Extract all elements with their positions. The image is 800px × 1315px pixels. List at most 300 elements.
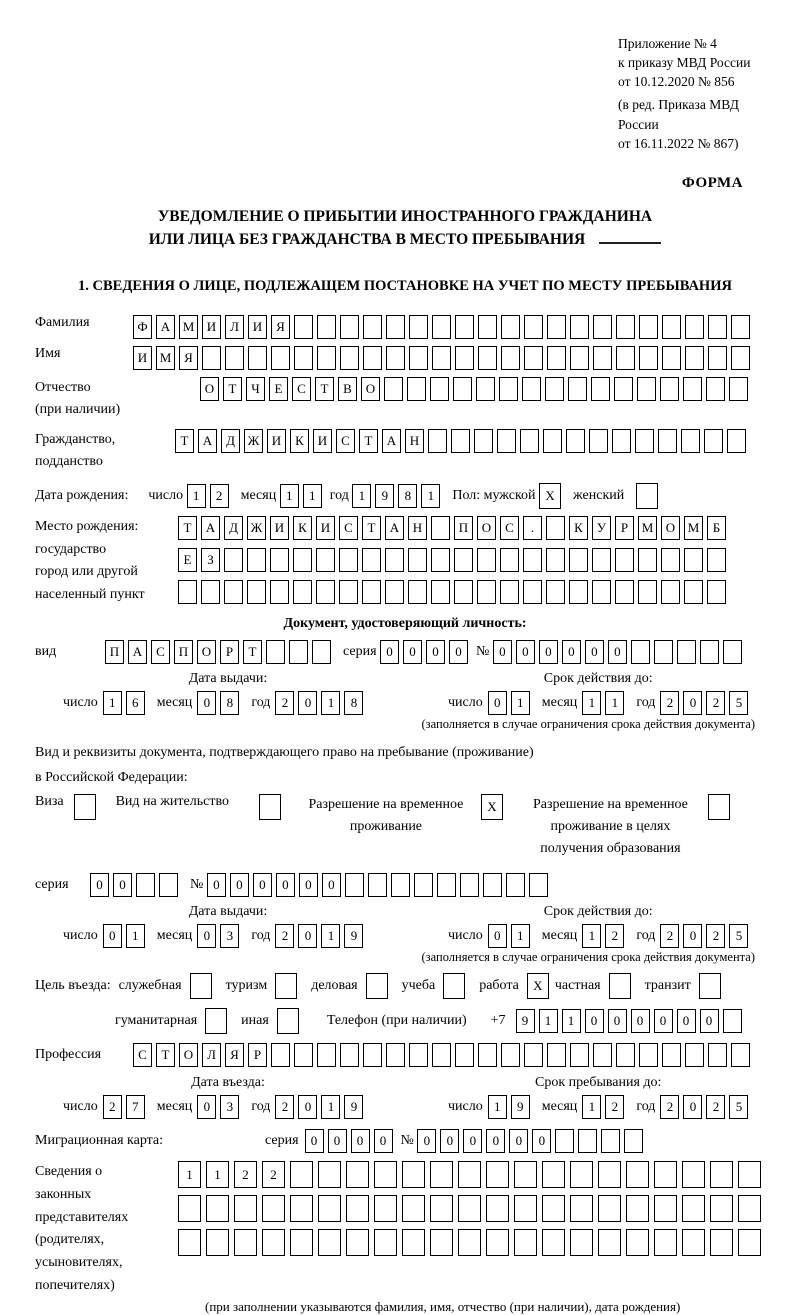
char-box[interactable] [431,516,450,540]
char-box[interactable] [570,1229,593,1256]
char-box[interactable] [362,548,381,572]
char-box[interactable] [477,548,496,572]
char-box[interactable] [639,315,658,339]
iddoc-type-boxes[interactable] [105,640,331,664]
char-box[interactable] [654,1229,677,1256]
char-box[interactable] [547,315,566,339]
char-box[interactable]: 0 [516,640,535,664]
char-box[interactable]: 0 [562,640,581,664]
citizenship-boxes[interactable] [175,429,746,453]
permit-seriya-boxes[interactable] [90,873,178,897]
char-box[interactable]: А [382,429,401,453]
char-box[interactable]: С [339,516,358,540]
char-box[interactable] [234,1195,257,1222]
char-box[interactable]: И [267,429,286,453]
char-box[interactable] [458,1195,481,1222]
char-box[interactable] [384,377,403,401]
char-box[interactable] [340,315,359,339]
char-box[interactable]: 2 [210,484,229,508]
char-box[interactable] [317,346,336,370]
char-box[interactable] [432,1043,451,1067]
char-box[interactable] [547,346,566,370]
char-box[interactable] [497,429,516,453]
char-box[interactable] [704,429,723,453]
char-box[interactable]: М [156,346,175,370]
char-box[interactable]: 3 [220,924,239,948]
char-box[interactable]: 0 [683,691,702,715]
char-box[interactable] [455,1043,474,1067]
char-box[interactable] [339,580,358,604]
char-box[interactable]: 0 [608,1009,627,1033]
char-box[interactable] [478,1043,497,1067]
purpose-business-checkbox[interactable] [366,973,388,999]
char-box[interactable]: 2 [262,1161,285,1188]
char-box[interactable] [708,346,727,370]
char-box[interactable] [708,1043,727,1067]
char-box[interactable] [543,429,562,453]
char-box[interactable] [682,1229,705,1256]
char-box[interactable] [294,346,313,370]
char-box[interactable]: 0 [417,1129,436,1153]
char-box[interactable]: 1 [582,691,601,715]
stay-day[interactable] [488,1095,530,1119]
char-box[interactable] [523,580,542,604]
char-box[interactable]: 0 [322,873,341,897]
char-box[interactable]: М [638,516,657,540]
birth-month-boxes[interactable] [280,484,322,508]
char-box[interactable] [685,1043,704,1067]
char-box[interactable]: 2 [605,1095,624,1119]
char-box[interactable]: Д [221,429,240,453]
char-box[interactable]: 8 [398,484,417,508]
char-box[interactable]: Б [707,516,726,540]
permit-expiry-day[interactable] [488,924,530,948]
char-box[interactable] [529,873,548,897]
birthplace-boxes-row1[interactable] [178,516,726,540]
char-box[interactable] [454,548,473,572]
char-box[interactable]: В [338,377,357,401]
char-box[interactable] [455,315,474,339]
char-box[interactable]: 2 [103,1095,122,1119]
char-box[interactable] [385,548,404,572]
char-box[interactable] [681,429,700,453]
char-box[interactable] [386,315,405,339]
char-box[interactable] [615,580,634,604]
char-box[interactable]: О [477,516,496,540]
purpose-official-checkbox[interactable] [190,973,212,999]
char-box[interactable] [247,580,266,604]
char-box[interactable]: 2 [275,924,294,948]
char-box[interactable] [206,1195,229,1222]
purpose-other-checkbox[interactable] [277,1008,299,1034]
char-box[interactable]: О [361,377,380,401]
migcard-number-boxes[interactable] [417,1129,643,1153]
char-box[interactable] [708,315,727,339]
char-box[interactable]: 0 [374,1129,393,1153]
representatives-boxes-row2[interactable] [178,1195,761,1222]
char-box[interactable]: 3 [220,1095,239,1119]
char-box[interactable] [259,794,281,820]
char-box[interactable] [408,548,427,572]
char-box[interactable] [366,973,388,999]
char-box[interactable] [430,1229,453,1256]
char-box[interactable]: 2 [706,1095,725,1119]
char-box[interactable] [318,1229,341,1256]
char-box[interactable] [626,1195,649,1222]
char-box[interactable] [368,873,387,897]
char-box[interactable]: 0 [493,640,512,664]
char-box[interactable] [514,1195,537,1222]
char-box[interactable]: 0 [298,691,317,715]
char-box[interactable] [522,377,541,401]
char-box[interactable]: К [569,516,588,540]
char-box[interactable]: 2 [234,1161,257,1188]
purpose-study-checkbox[interactable] [443,973,465,999]
char-box[interactable] [451,429,470,453]
char-box[interactable]: А [198,429,217,453]
char-box[interactable] [234,1229,257,1256]
char-box[interactable]: К [293,516,312,540]
char-box[interactable] [409,346,428,370]
char-box[interactable]: Т [156,1043,175,1067]
char-box[interactable]: 0 [305,1129,324,1153]
char-box[interactable] [458,1161,481,1188]
char-box[interactable] [638,548,657,572]
permit-number-boxes[interactable] [207,873,548,897]
char-box[interactable]: 7 [126,1095,145,1119]
char-box[interactable]: 0 [299,873,318,897]
char-box[interactable] [500,548,519,572]
char-box[interactable]: 1 [539,1009,558,1033]
char-box[interactable] [271,346,290,370]
char-box[interactable]: 0 [298,1095,317,1119]
char-box[interactable]: 1 [321,1095,340,1119]
char-box[interactable] [363,346,382,370]
char-box[interactable] [159,873,178,897]
char-box[interactable] [402,1229,425,1256]
char-box[interactable] [294,1043,313,1067]
char-box[interactable] [637,377,656,401]
char-box[interactable] [248,346,267,370]
char-box[interactable] [542,1195,565,1222]
char-box[interactable] [270,580,289,604]
char-box[interactable]: 0 [298,924,317,948]
char-box[interactable] [318,1161,341,1188]
permit-expiry-month[interactable] [582,924,624,948]
char-box[interactable]: 8 [344,691,363,715]
char-box[interactable] [598,1195,621,1222]
sex-female-checkbox[interactable] [636,483,658,509]
char-box[interactable]: Р [248,1043,267,1067]
char-box[interactable] [662,346,681,370]
char-box[interactable]: 1 [178,1161,201,1188]
char-box[interactable]: Ч [246,377,265,401]
char-box[interactable]: 1 [206,1161,229,1188]
permit-issue-year[interactable] [275,924,363,948]
char-box[interactable] [738,1161,761,1188]
char-box[interactable] [616,1043,635,1067]
char-box[interactable] [626,1161,649,1188]
char-box[interactable]: 0 [207,873,226,897]
char-box[interactable]: М [684,516,703,540]
char-box[interactable]: 2 [660,924,679,948]
char-box[interactable]: 5 [729,691,748,715]
char-box[interactable]: С [336,429,355,453]
char-box[interactable] [685,346,704,370]
char-box[interactable] [616,346,635,370]
char-box[interactable] [289,640,308,664]
char-box[interactable]: 0 [403,640,422,664]
char-box[interactable] [546,516,565,540]
char-box[interactable]: Т [359,429,378,453]
char-box[interactable]: Ж [244,429,263,453]
char-box[interactable] [501,1043,520,1067]
char-box[interactable] [593,315,612,339]
char-box[interactable]: 0 [230,873,249,897]
char-box[interactable] [699,973,721,999]
char-box[interactable]: 0 [440,1129,459,1153]
char-box[interactable]: 2 [660,1095,679,1119]
char-box[interactable] [225,346,244,370]
char-box[interactable] [612,429,631,453]
char-box[interactable] [486,1195,509,1222]
char-box[interactable] [409,1043,428,1067]
char-box[interactable] [710,1229,733,1256]
char-box[interactable] [414,873,433,897]
char-box[interactable]: П [105,640,124,664]
char-box[interactable] [685,315,704,339]
char-box[interactable] [455,346,474,370]
char-box[interactable]: А [201,516,220,540]
birthplace-boxes-row2[interactable] [178,548,726,572]
char-box[interactable] [499,377,518,401]
char-box[interactable] [524,1043,543,1067]
iddoc-issue-day[interactable] [103,691,145,715]
char-box[interactable] [546,580,565,604]
profession-boxes[interactable] [133,1043,750,1067]
char-box[interactable] [707,548,726,572]
iddoc-number-boxes[interactable] [493,640,742,664]
char-box[interactable] [477,580,496,604]
char-box[interactable]: 2 [275,691,294,715]
char-box[interactable] [547,1043,566,1067]
char-box[interactable]: . [523,516,542,540]
char-box[interactable]: 0 [539,640,558,664]
sex-male-checkbox[interactable] [539,483,561,509]
char-box[interactable]: К [290,429,309,453]
char-box[interactable]: Т [315,377,334,401]
char-box[interactable]: 6 [126,691,145,715]
char-box[interactable] [514,1161,537,1188]
char-box[interactable]: 0 [683,1095,702,1119]
char-box[interactable]: Л [202,1043,221,1067]
char-box[interactable]: С [500,516,519,540]
char-box[interactable] [631,640,650,664]
permit-expiry-year[interactable] [660,924,748,948]
char-box[interactable] [727,429,746,453]
char-box[interactable] [431,548,450,572]
char-box[interactable] [317,315,336,339]
char-box[interactable] [346,1229,369,1256]
char-box[interactable] [662,315,681,339]
char-box[interactable]: Т [223,377,242,401]
char-box[interactable] [524,346,543,370]
char-box[interactable]: X [527,973,549,999]
char-box[interactable] [731,1043,750,1067]
char-box[interactable] [277,1008,299,1034]
char-box[interactable]: 5 [729,1095,748,1119]
char-box[interactable] [682,1195,705,1222]
char-box[interactable] [654,1161,677,1188]
stay-year[interactable] [660,1095,748,1119]
char-box[interactable]: И [248,315,267,339]
char-box[interactable] [639,346,658,370]
char-box[interactable]: Р [615,516,634,540]
char-box[interactable]: 1 [126,924,145,948]
char-box[interactable] [570,1195,593,1222]
char-box[interactable]: 5 [729,924,748,948]
char-box[interactable] [408,580,427,604]
char-box[interactable] [224,580,243,604]
char-box[interactable] [514,1229,537,1256]
char-box[interactable] [478,346,497,370]
char-box[interactable] [569,548,588,572]
char-box[interactable] [431,580,450,604]
char-box[interactable] [570,346,589,370]
char-box[interactable] [609,973,631,999]
char-box[interactable] [362,580,381,604]
char-box[interactable] [683,377,702,401]
char-box[interactable] [205,1008,227,1034]
char-box[interactable]: 1 [352,484,371,508]
char-box[interactable] [566,429,585,453]
char-box[interactable] [460,873,479,897]
char-box[interactable]: 1 [321,691,340,715]
char-box[interactable]: 0 [532,1129,551,1153]
char-box[interactable] [454,580,473,604]
char-box[interactable]: Я [225,1043,244,1067]
char-box[interactable] [626,1229,649,1256]
char-box[interactable] [569,580,588,604]
entry-day[interactable] [103,1095,145,1119]
char-box[interactable]: 0 [449,640,468,664]
char-box[interactable] [202,346,221,370]
char-box[interactable] [340,1043,359,1067]
char-box[interactable]: Р [220,640,239,664]
char-box[interactable] [402,1161,425,1188]
char-box[interactable] [363,315,382,339]
char-box[interactable]: А [385,516,404,540]
char-box[interactable]: З [201,548,220,572]
char-box[interactable] [430,1161,453,1188]
char-box[interactable] [74,794,96,820]
char-box[interactable] [407,377,426,401]
char-box[interactable]: 0 [488,924,507,948]
char-box[interactable] [654,1195,677,1222]
char-box[interactable]: 0 [253,873,272,897]
char-box[interactable] [591,377,610,401]
char-box[interactable] [363,1043,382,1067]
char-box[interactable] [593,1043,612,1067]
char-box[interactable] [178,1195,201,1222]
char-box[interactable]: И [202,315,221,339]
char-box[interactable] [391,873,410,897]
char-box[interactable]: 0 [380,640,399,664]
char-box[interactable]: 1 [582,1095,601,1119]
char-box[interactable] [501,346,520,370]
patronymic-boxes[interactable] [200,377,748,401]
char-box[interactable] [316,580,335,604]
char-box[interactable]: С [133,1043,152,1067]
char-box[interactable]: 1 [103,691,122,715]
char-box[interactable]: Я [271,315,290,339]
char-box[interactable]: Т [362,516,381,540]
char-box[interactable]: 0 [585,640,604,664]
char-box[interactable] [476,377,495,401]
char-box[interactable]: 0 [103,924,122,948]
char-box[interactable]: Е [269,377,288,401]
char-box[interactable]: 0 [328,1129,347,1153]
char-box[interactable]: 1 [605,691,624,715]
char-box[interactable] [443,973,465,999]
char-box[interactable] [601,1129,620,1153]
char-box[interactable]: 2 [605,924,624,948]
migcard-seriya-boxes[interactable] [305,1129,393,1153]
char-box[interactable] [570,1161,593,1188]
char-box[interactable] [430,1195,453,1222]
purpose-tourism-checkbox[interactable] [275,973,297,999]
char-box[interactable] [430,377,449,401]
char-box[interactable]: И [316,516,335,540]
char-box[interactable] [374,1195,397,1222]
char-box[interactable] [700,640,719,664]
char-box[interactable]: И [270,516,289,540]
representatives-boxes-row1[interactable] [178,1161,761,1188]
char-box[interactable]: 0 [700,1009,719,1033]
char-box[interactable] [290,1195,313,1222]
char-box[interactable]: Т [175,429,194,453]
permit-issue-month[interactable] [197,924,239,948]
char-box[interactable]: 0 [426,640,445,664]
char-box[interactable]: У [592,516,611,540]
char-box[interactable]: 2 [275,1095,294,1119]
temp-residence-checkbox[interactable] [481,794,503,820]
char-box[interactable] [660,377,679,401]
char-box[interactable]: 1 [582,924,601,948]
char-box[interactable] [636,483,658,509]
name-boxes[interactable] [133,346,750,370]
char-box[interactable] [437,873,456,897]
char-box[interactable] [570,1043,589,1067]
char-box[interactable] [738,1229,761,1256]
char-box[interactable] [340,346,359,370]
char-box[interactable]: 1 [511,924,530,948]
char-box[interactable]: 2 [706,691,725,715]
permit-issue-day[interactable] [103,924,145,948]
char-box[interactable] [201,580,220,604]
birthplace-boxes-row3[interactable] [178,580,726,604]
char-box[interactable]: 9 [511,1095,530,1119]
char-box[interactable]: А [128,640,147,664]
char-box[interactable] [624,1129,643,1153]
char-box[interactable]: Л [225,315,244,339]
char-box[interactable] [432,346,451,370]
char-box[interactable]: X [481,794,503,820]
char-box[interactable] [593,346,612,370]
entry-month[interactable] [197,1095,239,1119]
char-box[interactable]: Н [408,516,427,540]
char-box[interactable] [542,1161,565,1188]
